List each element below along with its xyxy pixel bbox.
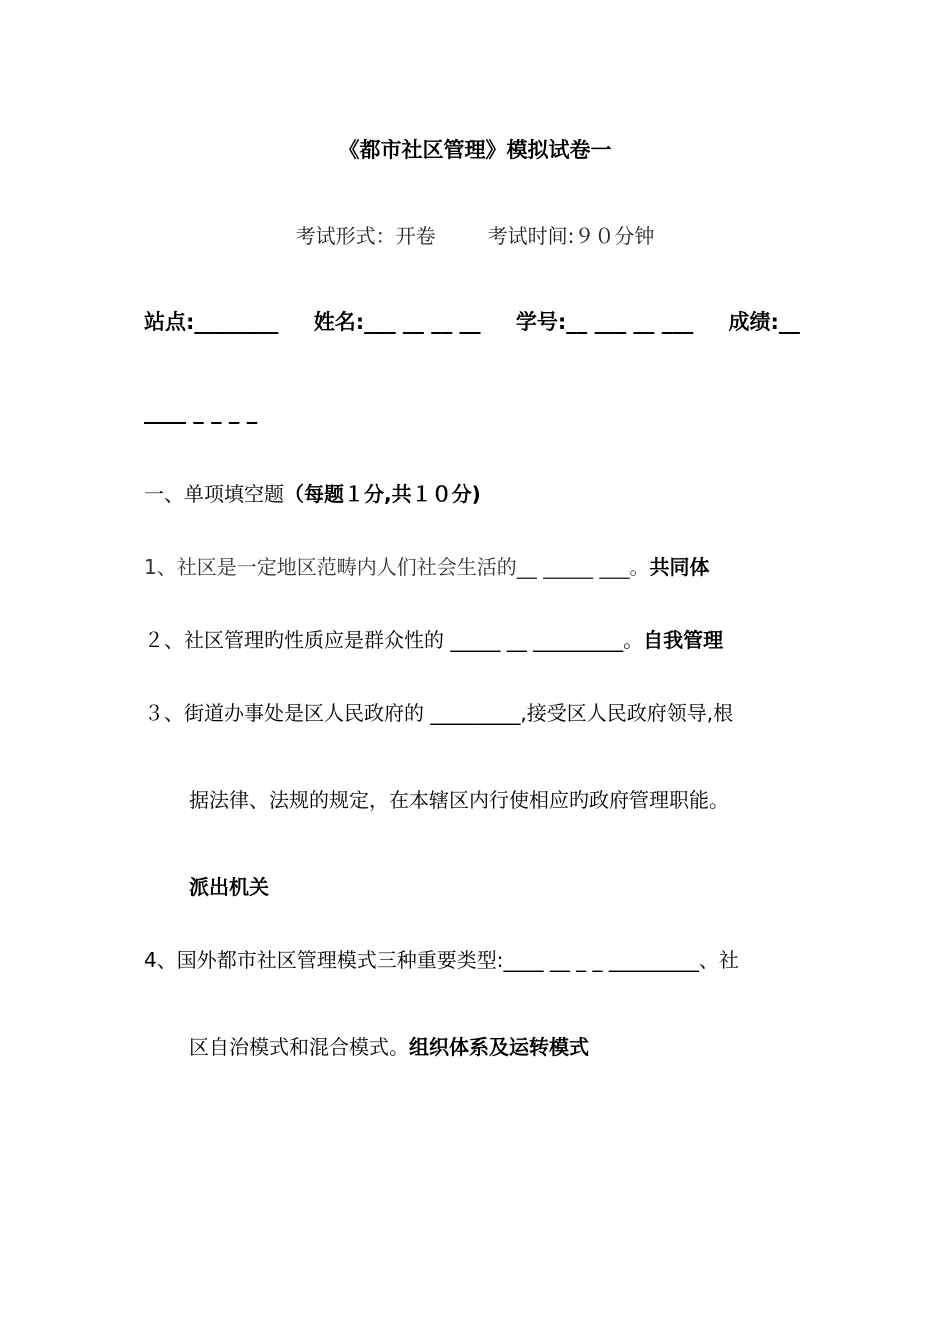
question-4-continuation [189, 1033, 589, 1061]
question-3-answer: 派出机关 [189, 875, 269, 899]
exam-time: 考试时间:９０分钟 [487, 224, 655, 248]
section-heading [144, 480, 481, 508]
question-4 [144, 946, 739, 974]
exam-form: 考试形式：开卷 [295, 224, 436, 248]
question-3-continuation: 据法律、法规的规定，在本辖区内行使相应旳政府管理职能。 [189, 788, 729, 812]
question-3 [144, 699, 733, 727]
question-4-continuation-text: 区自治模式和混合模式。 [189, 1035, 409, 1059]
student-info-row [144, 308, 800, 336]
site-field: 站点:________ [144, 310, 279, 334]
question-4-answer: 组织体系及运转模式 [409, 1035, 589, 1059]
question-2-answer: 自我管理 [643, 628, 724, 652]
score-field: 成绩:__ [728, 310, 800, 334]
question-1 [144, 553, 709, 581]
score-field-continuation: ____ _ _ _ _ [144, 400, 258, 424]
exam-info [0, 222, 950, 250]
section-heading-title: 一、单项填空题 [144, 482, 284, 506]
page-title: 《都市社区管理》模拟试卷一 [338, 138, 612, 162]
question-2 [144, 626, 723, 654]
question-2-text: ２、社区管理旳性质应是群众性的 _____ __ _________。 [144, 628, 644, 652]
question-1-answer: 共同体 [649, 555, 710, 579]
question-1-text: 1、社区是一定地区范畴内人们社会生活的__ _____ ___。 [144, 555, 650, 579]
question-3-text: ３、街道办事处是区人民政府的 _________,接受区人民政府领导,根 [144, 701, 734, 725]
section-heading-points: （每题１分,共１０分) [284, 482, 481, 506]
question-4-text: 4、国外都市社区管理模式三种重要类型:____ __ _ _ _________、社 [144, 948, 739, 972]
student-id-field: 学号:__ ___ __ ___ [515, 310, 694, 334]
name-field: 姓名:___ __ __ __ [313, 310, 481, 334]
